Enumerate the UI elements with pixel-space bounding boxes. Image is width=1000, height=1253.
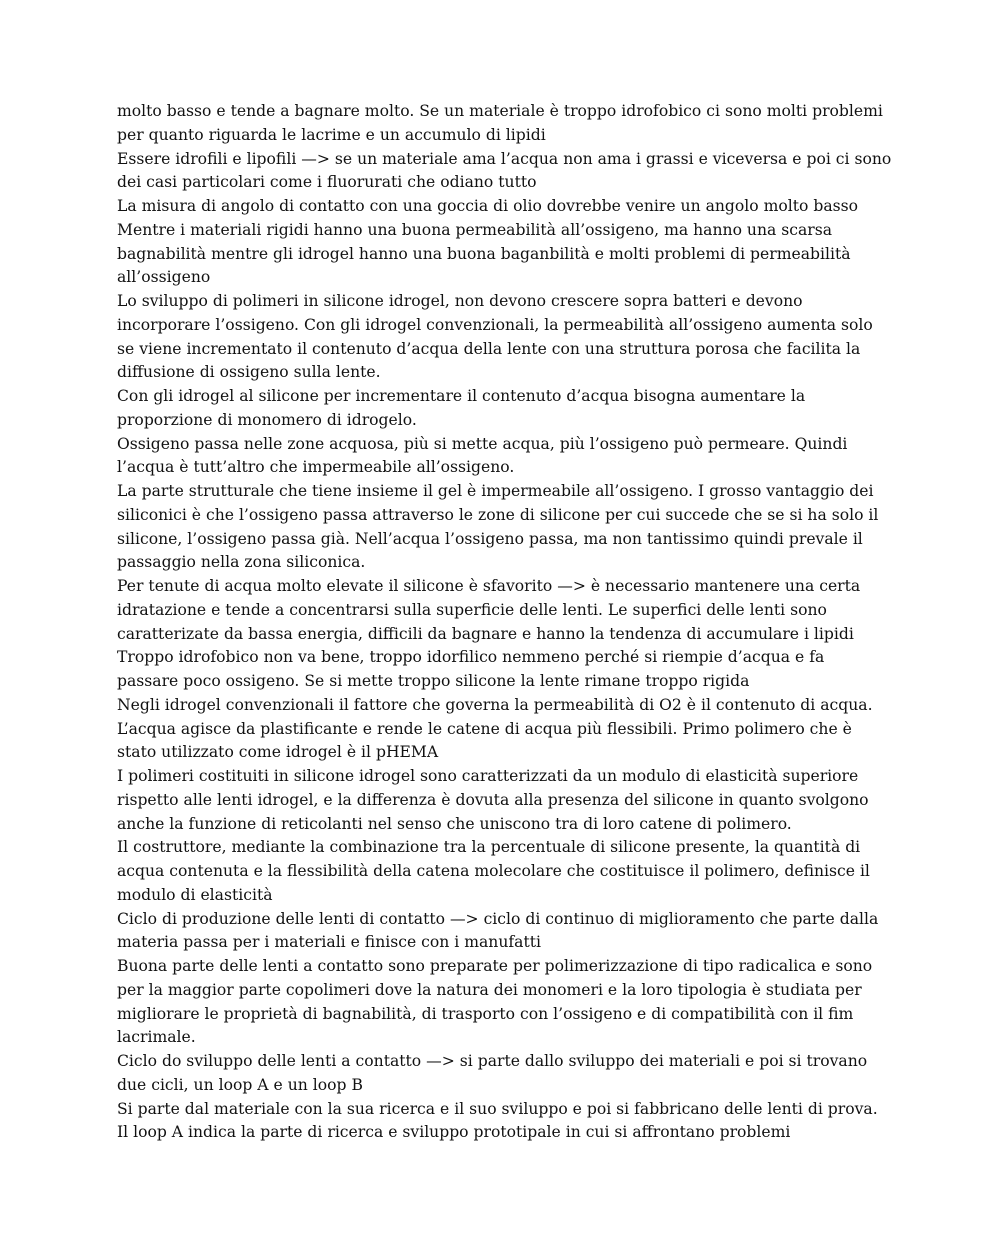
text-line: molto basso e tende a bagnare molto. Se un materiale è troppo idrofobico ci sono molti problemi [117, 102, 883, 120]
text-line: passare poco ossigeno. Se si mette troppo silicone la lente rimane troppo rigida [117, 672, 750, 690]
text-line: Il costruttore, mediante la combinazione tra la percentuale di silicone presente, la quantità di [117, 838, 861, 857]
text-line: Per tenute di acqua molto elevate il silicone è sfavorito —> è necessario mantenere una certa [117, 577, 861, 595]
text-line: La parte strutturale che tiene insieme il gel è impermeabile all’ossigeno. I grosso vantaggio dei [117, 482, 874, 500]
text-line: Buona parte delle lenti a contatto sono preparate per polimerizzazione di tipo radicalica e sono [117, 957, 873, 975]
text-line: proporzione di monomero di idrogelo. [117, 410, 417, 429]
text-line: Essere idrofili e lipofili —> se un materiale ama l’acqua non ama i grassi e viceversa e poi ci sono [117, 149, 892, 168]
text-line: dei casi particolari come i fluorurati che odiano tutto [117, 173, 537, 192]
text-line: Troppo idrofobico non va bene, troppo idorfilico nemmeno perché si riempie d’acqua e fa [117, 648, 825, 667]
text-line: lacrimale. [117, 1028, 196, 1047]
text-line: Ossigeno passa nelle zone acquosa, più si mette acqua, più l’ossigeno può permeare. Quindi [117, 434, 848, 453]
text-line: Ciclo do sviluppo delle lenti a contatto —> si parte dallo sviluppo dei materiali e poi si trovano [117, 1052, 868, 1070]
text-line: Si parte dal materiale con la sua ricerca e il suo sviluppo e poi si fabbricano delle lenti di prova. [117, 1099, 878, 1118]
text-line: Mentre i materiali rigidi hanno una buona permeabilità all’ossigeno, ma hanno una scarsa [117, 220, 833, 239]
text-line: Il loop A indica la parte di ricerca e sviluppo prototipale in cui si affrontano problemi [117, 1123, 791, 1142]
text-line: se viene incrementato il contenuto d’acqua della lente con una struttura porosa che facilita la [117, 339, 861, 358]
text-line: all’ossigeno [117, 268, 211, 287]
text-line: caratterizate da bassa energia, difficili da bagnare e hanno la tendenza di accumulare i lipidi [117, 624, 854, 643]
text-line: l’acqua è tutt’altro che impermeabile all’ossigeno. [117, 458, 515, 477]
text-line: diffusione di ossigeno sulla lente. [117, 363, 381, 382]
text-line: due cicli, un loop A e un loop B [117, 1075, 363, 1094]
text-line: migliorare le proprietà di bagnabilità, di trasporto con l’ossigeno e di compatibilità con il fim [117, 1004, 854, 1023]
text-line: materia passa per i materiali e finisce con i manufatti [117, 933, 541, 952]
text-line: L’acqua agisce da plastificante e rende le catene di acqua più flessibili. Primo polimero che è [117, 719, 852, 738]
text-line: I polimeri costituiti in silicone idrogel sono caratterizzati da un modulo di elasticità superiore [117, 767, 859, 785]
document-page [117, 100, 892, 1145]
text-line: siliconici è che l’ossigeno passa attraverso le zone di silicone per cui succede che se si ha solo il [117, 505, 879, 524]
text-line: per quanto riguarda le lacrime e un accumulo di lipidi [117, 125, 546, 144]
text-line: Con gli idrogel al silicone per incrementare il contenuto d’acqua bisogna aumentare la [117, 387, 806, 405]
text-line: La misura di angolo di contatto con una goccia di olio dovrebbe venire un angolo molto basso [117, 197, 859, 215]
text-line: per la maggior parte copolimeri dove la natura dei monomeri e la loro tipologia è studiata per [117, 980, 862, 999]
text-line: silicone, l’ossigeno passa già. Nell’acqua l’ossigeno passa, ma non tantissimo quindi prevale il [117, 529, 863, 548]
text-line: Negli idrogel convenzionali il fattore che governa la permeabilità di O2 è il contenuto di acqua. [117, 695, 873, 714]
text-line: Ciclo di produzione delle lenti di contatto —> ciclo di continuo di miglioramento che parte dalla [117, 909, 879, 928]
text-line: acqua contenuta e la flessibilità della catena molecolare che costituisce il polimero, definisce il [117, 862, 870, 880]
text-line: bagnabilità mentre gli idrogel hanno una buona baganbilità e molti problemi di permeabilità [117, 244, 851, 263]
text-line: idratazione e tende a concentrarsi sulla superficie delle lenti. Le superfici delle lenti sono [117, 600, 827, 619]
text-line: incorporare l’ossigeno. Con gli idrogel convenzionali, la permeabilità all’ossigeno aumenta solo [117, 315, 873, 334]
text-line: modulo di elasticità [117, 885, 273, 904]
text-line: Lo sviluppo di polimeri in silicone idrogel, non devono crescere sopra batteri e devono [117, 292, 803, 310]
text-line: stato utilizzato come idrogel è il pHEMA [117, 743, 439, 762]
text-line: passaggio nella zona siliconica. [117, 553, 366, 572]
text-line: anche la funzione di reticolanti nel senso che uniscono tra di loro catene di polimero. [117, 814, 792, 833]
text-line: rispetto alle lenti idrogel, e la differenza è dovuta alla presenza del silicone in quanto svolgono [117, 790, 869, 809]
